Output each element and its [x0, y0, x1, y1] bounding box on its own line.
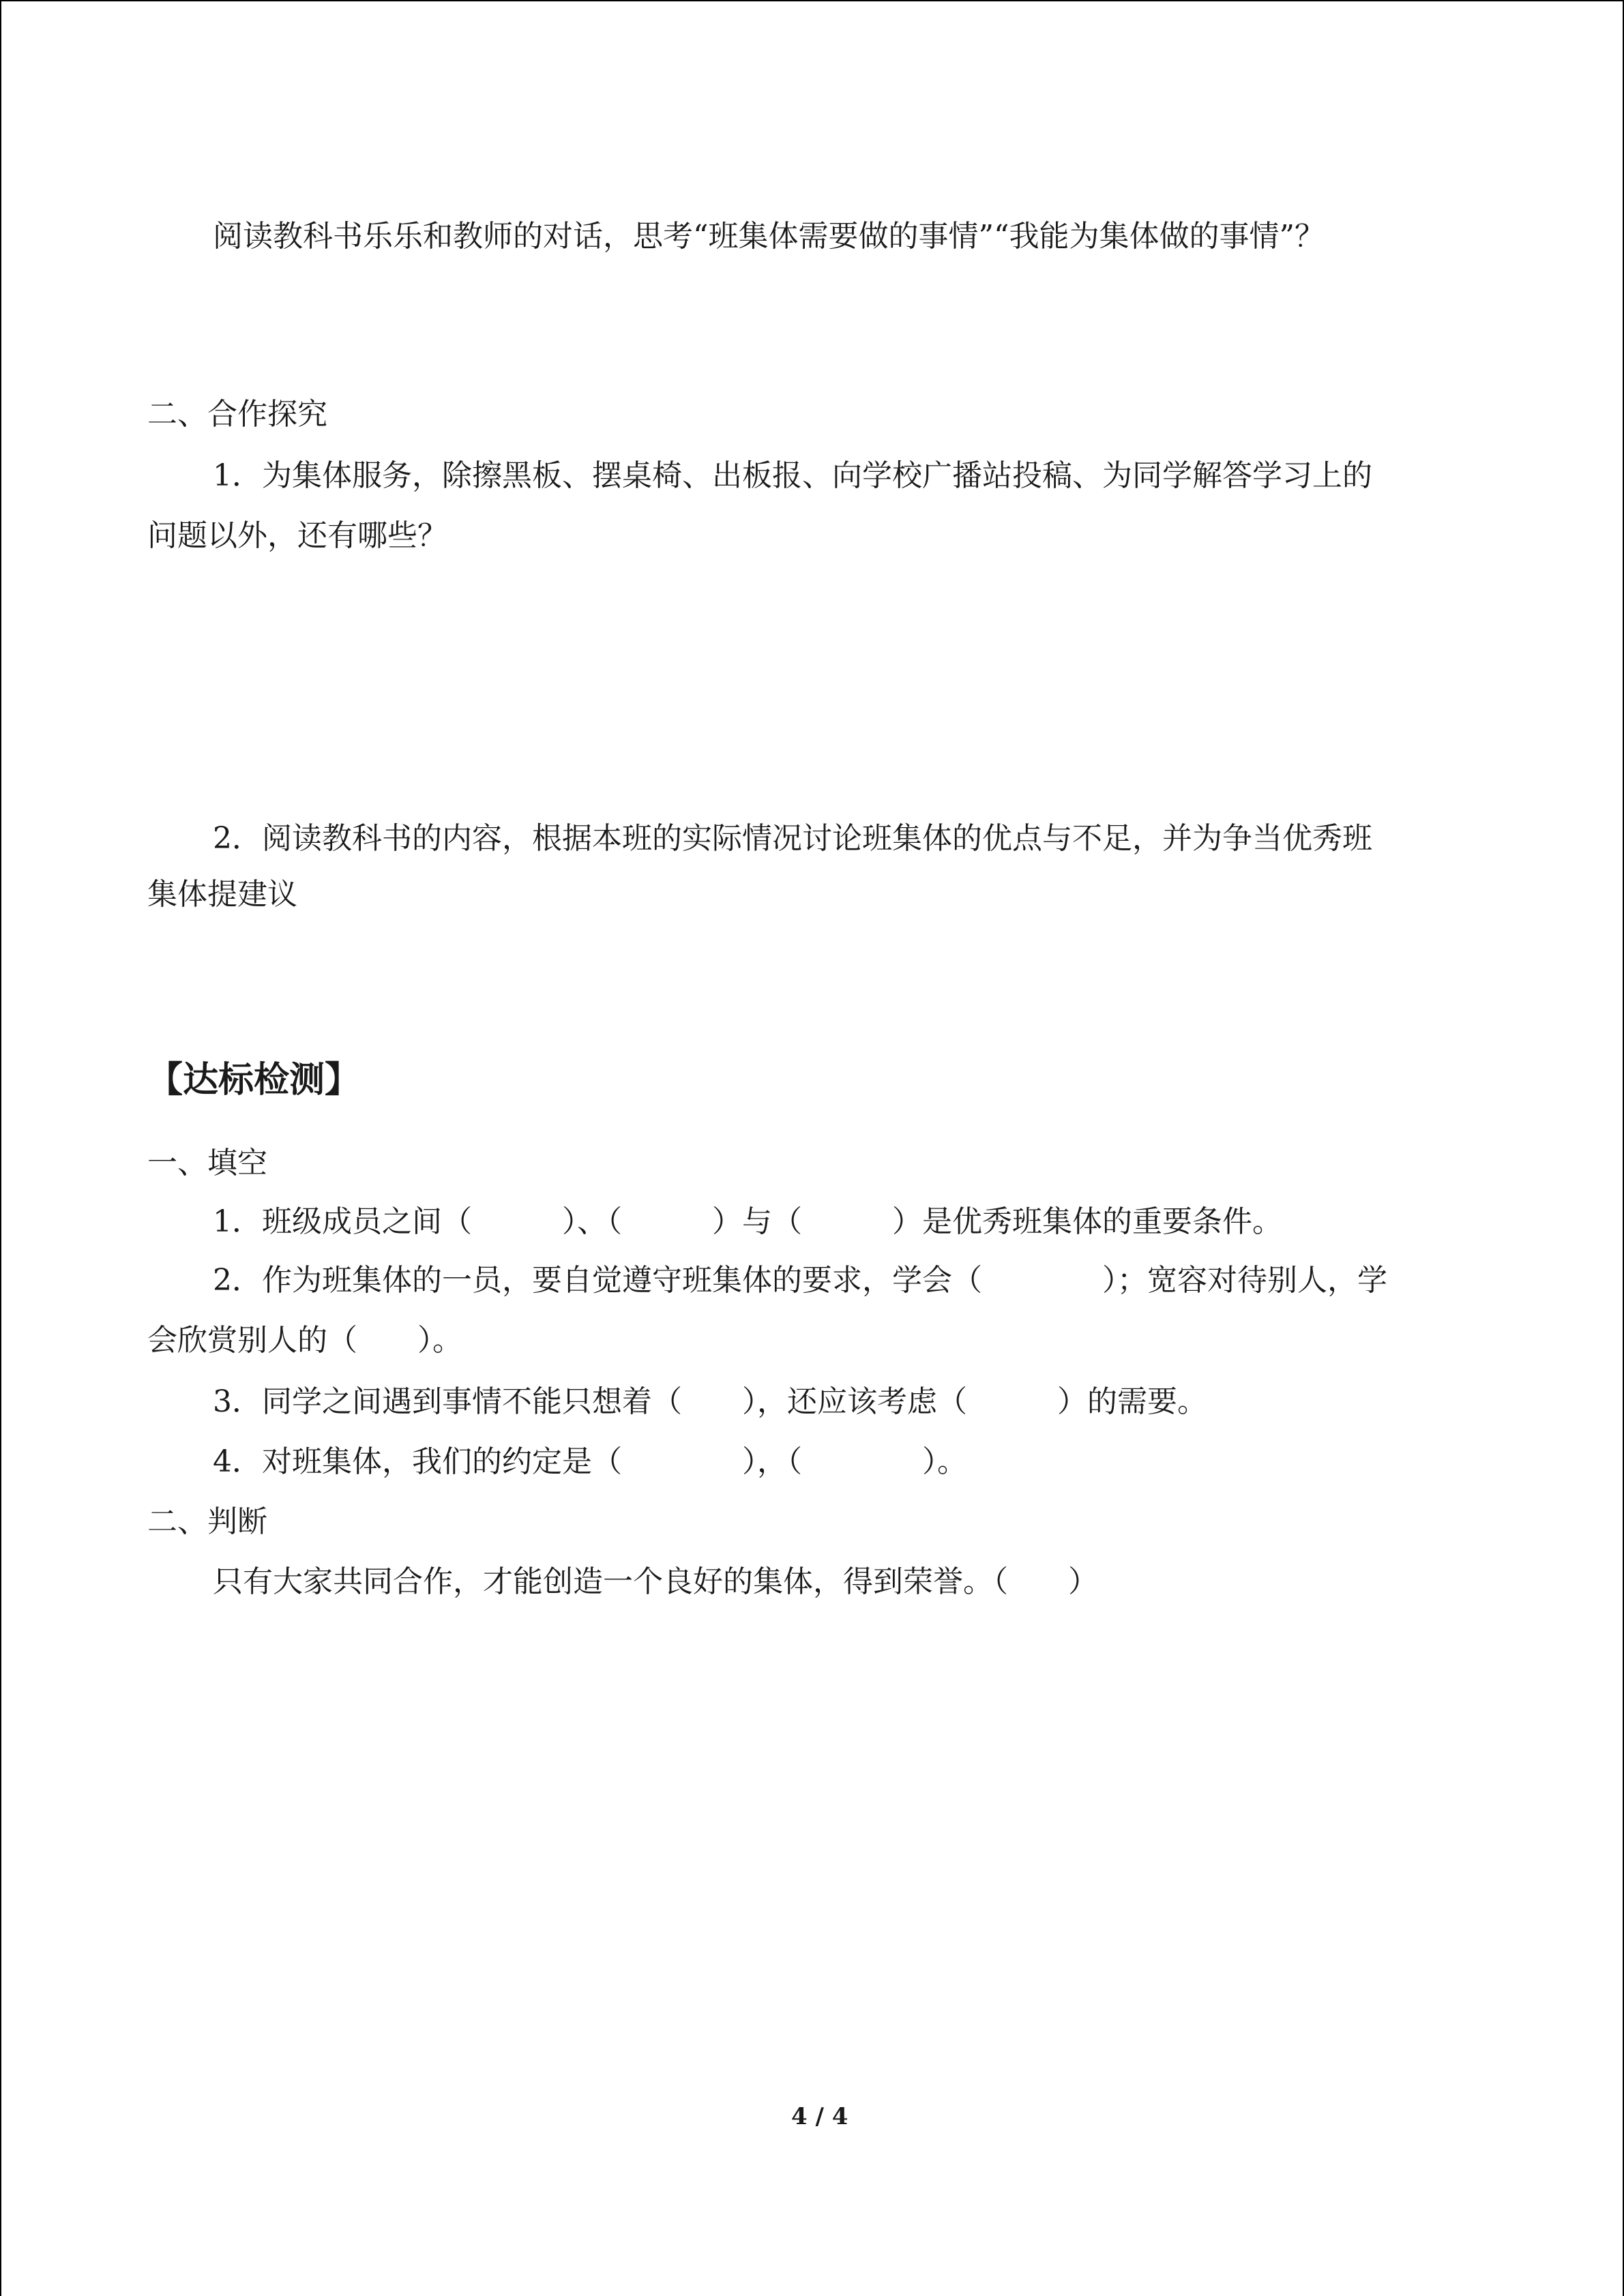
fill-blank-question-4: 4．对班集体，我们的约定是（ ），（ ）。 [213, 1444, 967, 1479]
cooperation-question-2-line-2: 集体提建议 [147, 877, 297, 912]
cooperation-question-2-line-1: 2．阅读教科书的内容，根据本班的实际情况讨论班集体的优点与不足，并为争当优秀班 [213, 821, 1372, 856]
fill-blank-question-1: 1．班级成员之间（ ）、（ ）与（ ）是优秀班集体的重要条件。 [213, 1204, 1282, 1239]
cooperation-question-1-line-2: 问题以外，还有哪些？ [147, 518, 447, 553]
reading-prompt: 阅读教科书乐乐和教师的对话，思考“班集体需要做的事情”“我能为集体做的事情”？ [213, 219, 1325, 254]
assessment-title: 【达标检测】 [147, 1059, 361, 1101]
fill-blank-question-2-line-1: 2．作为班集体的一员，要自觉遵守班集体的要求，学会（ ）；宽容对待别人，学 [213, 1263, 1387, 1298]
cooperation-question-1-line-1: 1．为集体服务，除擦黑板、摆桌椅、出板报、向学校广播站投稿、为同学解答学习上的 [213, 458, 1372, 493]
fill-blank-question-2-line-2: 会欣赏别人的（ ）。 [147, 1323, 462, 1358]
cooperation-heading: 二、合作探究 [147, 397, 327, 432]
fill-blank-question-3: 3．同学之间遇到事情不能只想着（ ），还应该考虑（ ）的需要。 [213, 1384, 1207, 1419]
judgment-heading: 二、判断 [147, 1504, 267, 1539]
fill-blank-heading: 一、填空 [147, 1146, 267, 1180]
page-number: 4 / 4 [791, 2103, 848, 2130]
judgment-question-1: 只有大家共同合作，才能创造一个良好的集体，得到荣誉。（ ） [213, 1564, 1098, 1599]
